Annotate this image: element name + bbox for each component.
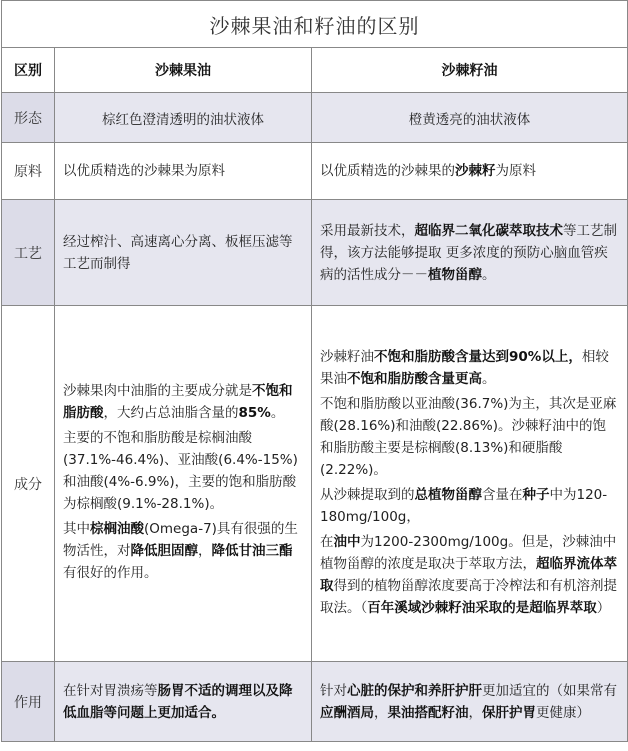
bold-text-segment: 百年溪域沙棘籽油采取的是超临界萃取 [367,599,597,616]
paragraph [320,484,619,528]
text-segment: 为原料 [495,163,536,179]
text-segment: ） [596,599,611,616]
bold-text-segment: 应酬酒局 [320,704,374,721]
bold-text-segment: 超临界二氧化碳萃取技术 [414,222,563,239]
form-seed: 橙黄透亮的油状液体 [312,93,628,143]
composition-fruit [55,306,312,662]
header-row [2,48,628,93]
text-segment: 为1200-2300mg/100g。但是，沙棘油中植物甾醇的浓度是取决于萃取方法， [320,533,617,572]
process-seed [312,200,628,306]
text-segment: 其中 [63,521,90,537]
bold-text-segment: 油中 [333,533,361,550]
bold-text-segment: 总植物甾醇 [414,486,482,503]
paragraph [320,346,619,390]
row-label-effect: 作用 [2,662,55,742]
bold-text-segment: 植物甾醇 [428,266,482,283]
bold-text-segment: 以上， [541,348,582,365]
paragraph [320,531,619,619]
text-segment: 从沙棘提取到的 [320,486,415,503]
bold-text-segment: 果油搭配籽油 [387,704,469,721]
text-segment: 在针对胃溃疡等 [63,682,158,699]
text-segment: 更加适宜的（如果常有 [482,682,617,699]
row-label-form: 形态 [2,93,55,143]
bold-text-segment: 沙棘籽 [455,163,496,179]
header-fruit-oil: 沙棘果油 [55,48,312,93]
row-label-material: 原料 [2,143,55,200]
table-title: 沙棘果油和籽油的区别 [2,1,628,48]
effect-fruit [55,662,312,742]
header-category: 区别 [2,48,55,93]
bold-text-segment: 肠胃不适的调理以及降低血脂等问题上更加适合。 [63,682,293,721]
bold-text-segment: 降低胆固醇 [130,543,198,559]
process-fruit: 经过榨汁、高速离心分离、板框压滤等工艺而制得 [55,200,312,306]
text-segment: 沙棘果肉中油脂的主要成分就是 [63,383,252,399]
material-seed [312,143,628,200]
paragraph [63,427,303,515]
paragraph [320,393,619,481]
row-label-composition: 成分 [2,306,55,662]
text-segment: 有很好的作用。 [63,565,158,581]
bold-text-segment: 保肝护胃 [482,704,536,721]
bold-text-segment: 超临界流体萃取 [320,555,617,594]
row-label-process: 工艺 [2,200,55,306]
text-segment: 不饱和脂肪酸以亚油酸(36.7%)为主，其次是亚麻酸(28.16%)和油酸(22.86%)。沙棘籽油中的饱和脂肪酸主要是棕榈酸(8.13%)和硬脂酸(2.22%)。 [320,395,617,478]
bold-text-segment: 种子 [522,486,550,503]
text-segment: 主要的不饱和脂肪酸是棕榈油酸(37.1%-46.4%)、亚油酸(6.4%-15%)和油酸(4%-6.9%)，主要的饱和脂肪酸为棕榈酸(9.1%-28.1%)。 [63,430,298,512]
text-segment: 更健康） [536,704,590,721]
text-segment: 。 [270,405,285,421]
bold-text-segment: 90% [509,348,542,365]
text-segment: 在 [320,533,334,550]
bold-text-segment: 心脏的保护和养肝护肝 [347,682,482,699]
composition-seed [312,306,628,662]
bold-text-segment: 85% [238,405,271,421]
text-segment: 相较果油 [320,348,609,387]
text-segment: 中为120-180mg/100g， [320,486,608,525]
text-segment: 。 [482,266,496,283]
text-segment: 得到的植物甾醇浓度要高于冷榨法和有机溶剂提取法。（ [320,577,617,616]
text-segment: ， [198,543,212,559]
text-segment: ，大约占总油脂含量的 [103,405,239,421]
form-fruit: 棕红色澄清透明的油状液体 [55,93,312,143]
material-fruit: 以优质精选的沙棘果为原料 [55,143,312,200]
paragraph [63,380,303,424]
bold-text-segment: 棕榈油酸 [90,521,144,537]
text-segment: 采用最新技术， [320,222,415,239]
header-seed-oil: 沙棘籽油 [312,48,628,93]
text-segment: 等工艺制得，该方法能够提取 更多浓度的预防心脑血管疾病的活性成分－－ [320,222,617,283]
row-form [2,93,628,143]
text-segment: ， [468,704,482,721]
text-segment: (Omega-7)具有很强的生物活性，对 [63,521,298,559]
text-segment: ， [374,704,388,721]
bold-text-segment: 不饱和脂肪酸含量达到 [374,348,509,365]
row-composition [2,306,628,662]
comparison-table [1,0,628,742]
text-segment: 针对 [320,682,347,699]
text-segment: 以优质精选的沙棘果的 [320,163,455,179]
bold-text-segment: 降低甘油三酯 [211,543,293,559]
bold-text-segment: 不饱和脂肪酸含量更高 [347,370,482,387]
row-process [2,200,628,306]
effect-seed [312,662,628,742]
text-segment: 沙棘籽油 [320,348,374,365]
text-segment: 。 [482,370,496,387]
bold-text-segment: 不饱和脂肪酸 [63,383,293,421]
row-material [2,143,628,200]
paragraph [63,518,303,584]
row-effect [2,662,628,742]
text-segment: 含量在 [482,486,523,503]
